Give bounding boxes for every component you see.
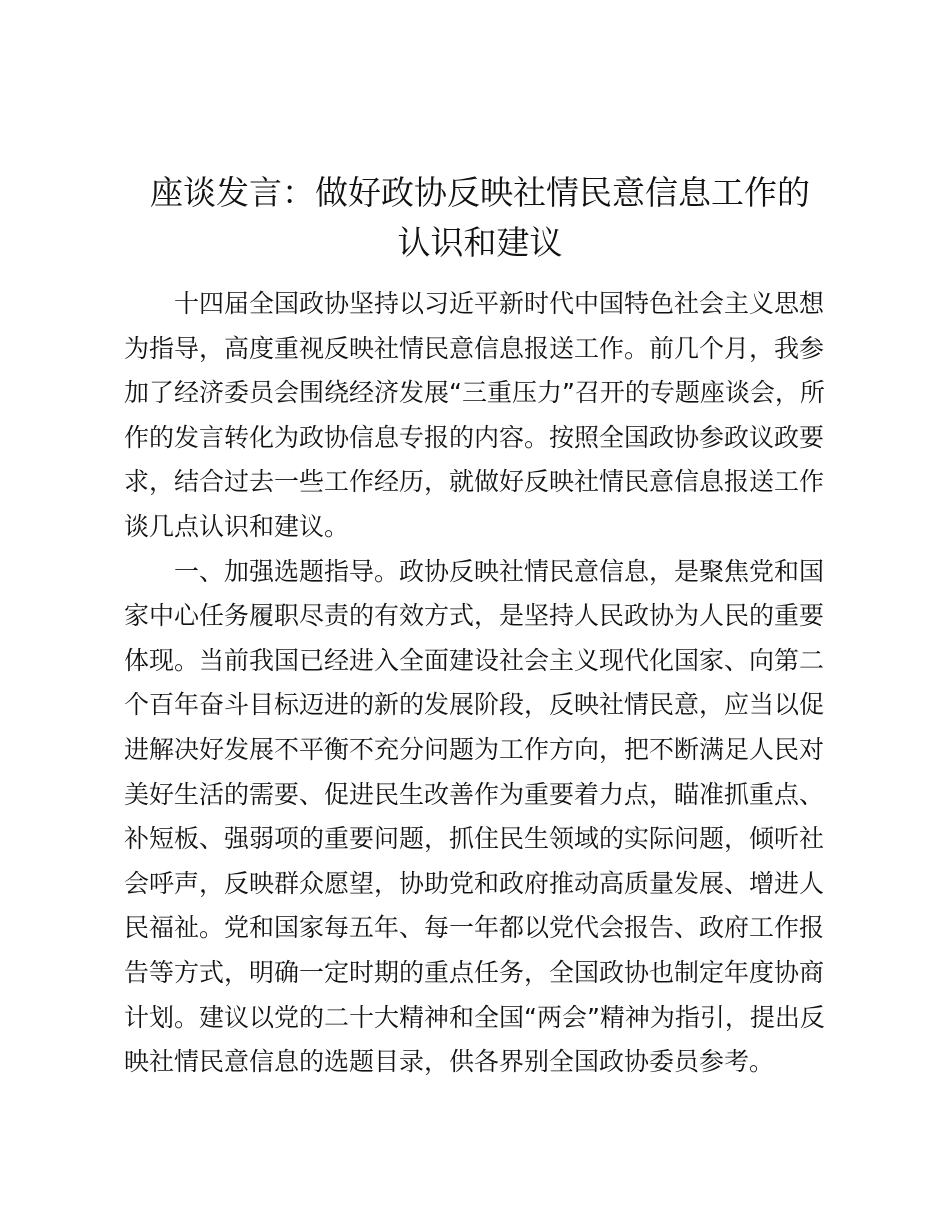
text-line: 补短板、强弱项的重要问题，抓住民生领域的实际问题，倾听社 <box>124 824 825 854</box>
paragraph-intro <box>124 282 824 550</box>
text-line: 告等方式，明确一定时期的重点任务，全国政协也制定年度协商 <box>124 957 825 987</box>
text-line: 美好生活的需要、促进民生改善作为重要着力点，瞄准抓重点、 <box>124 779 825 809</box>
text-line: 十四届全国政协坚持以习近平新时代中国特色社会主义思想 <box>174 289 825 318</box>
text-line: 家中心任务履职尽责的有效方式，是坚持人民政协为人民的重要 <box>124 601 825 631</box>
text-line: 会呼声，反映群众愿望，协助党和政府推动高质量发展、增进人 <box>124 868 825 898</box>
text-line: 一、加强选题指导。政协反映社情民意信息，是聚焦党和国 <box>174 556 825 586</box>
text-line: 作的发言转化为政协信息专报的内容。按照全国政协参政议政要 <box>124 422 825 452</box>
text-line: 加了经济委员会围绕经济发展“三重压力”召开的专题座谈会，所 <box>124 378 825 408</box>
text-line: 映社情民意信息的选题目录，供各界别全国政协委员参考。 <box>124 1047 775 1077</box>
title-line: 认识和建议 <box>397 223 563 262</box>
title-line: 座谈发言：做好政协反映社情民意信息工作的 <box>150 173 810 212</box>
text-line: 为指导，高度重视反映社情民意信息报送工作。前几个月，我参 <box>124 333 825 363</box>
text-line: 个百年奋斗目标迈进的新的发展阶段，反映社情民意，应当以促 <box>124 690 825 720</box>
text-line: 谈几点认识和建议。 <box>124 511 350 541</box>
document-title <box>120 168 840 268</box>
text-line: 民福祉。党和国家每五年、每一年都以党代会报告、政府工作报 <box>124 913 825 943</box>
document-body <box>124 282 824 1085</box>
text-line: 计划。建议以党的二十大精神和全国“两会”精神为指引，提出反 <box>124 1002 825 1032</box>
text-line: 求，结合过去一些工作经历，就做好反映社情民意信息报送工作 <box>124 467 825 497</box>
text-line: 体现。当前我国已经进入全面建设社会主义现代化国家、向第二 <box>124 645 825 675</box>
text-line: 进解决好发展不平衡不充分问题为工作方向，把不断满足人民对 <box>124 734 825 764</box>
paragraph-section-one <box>124 550 824 1085</box>
